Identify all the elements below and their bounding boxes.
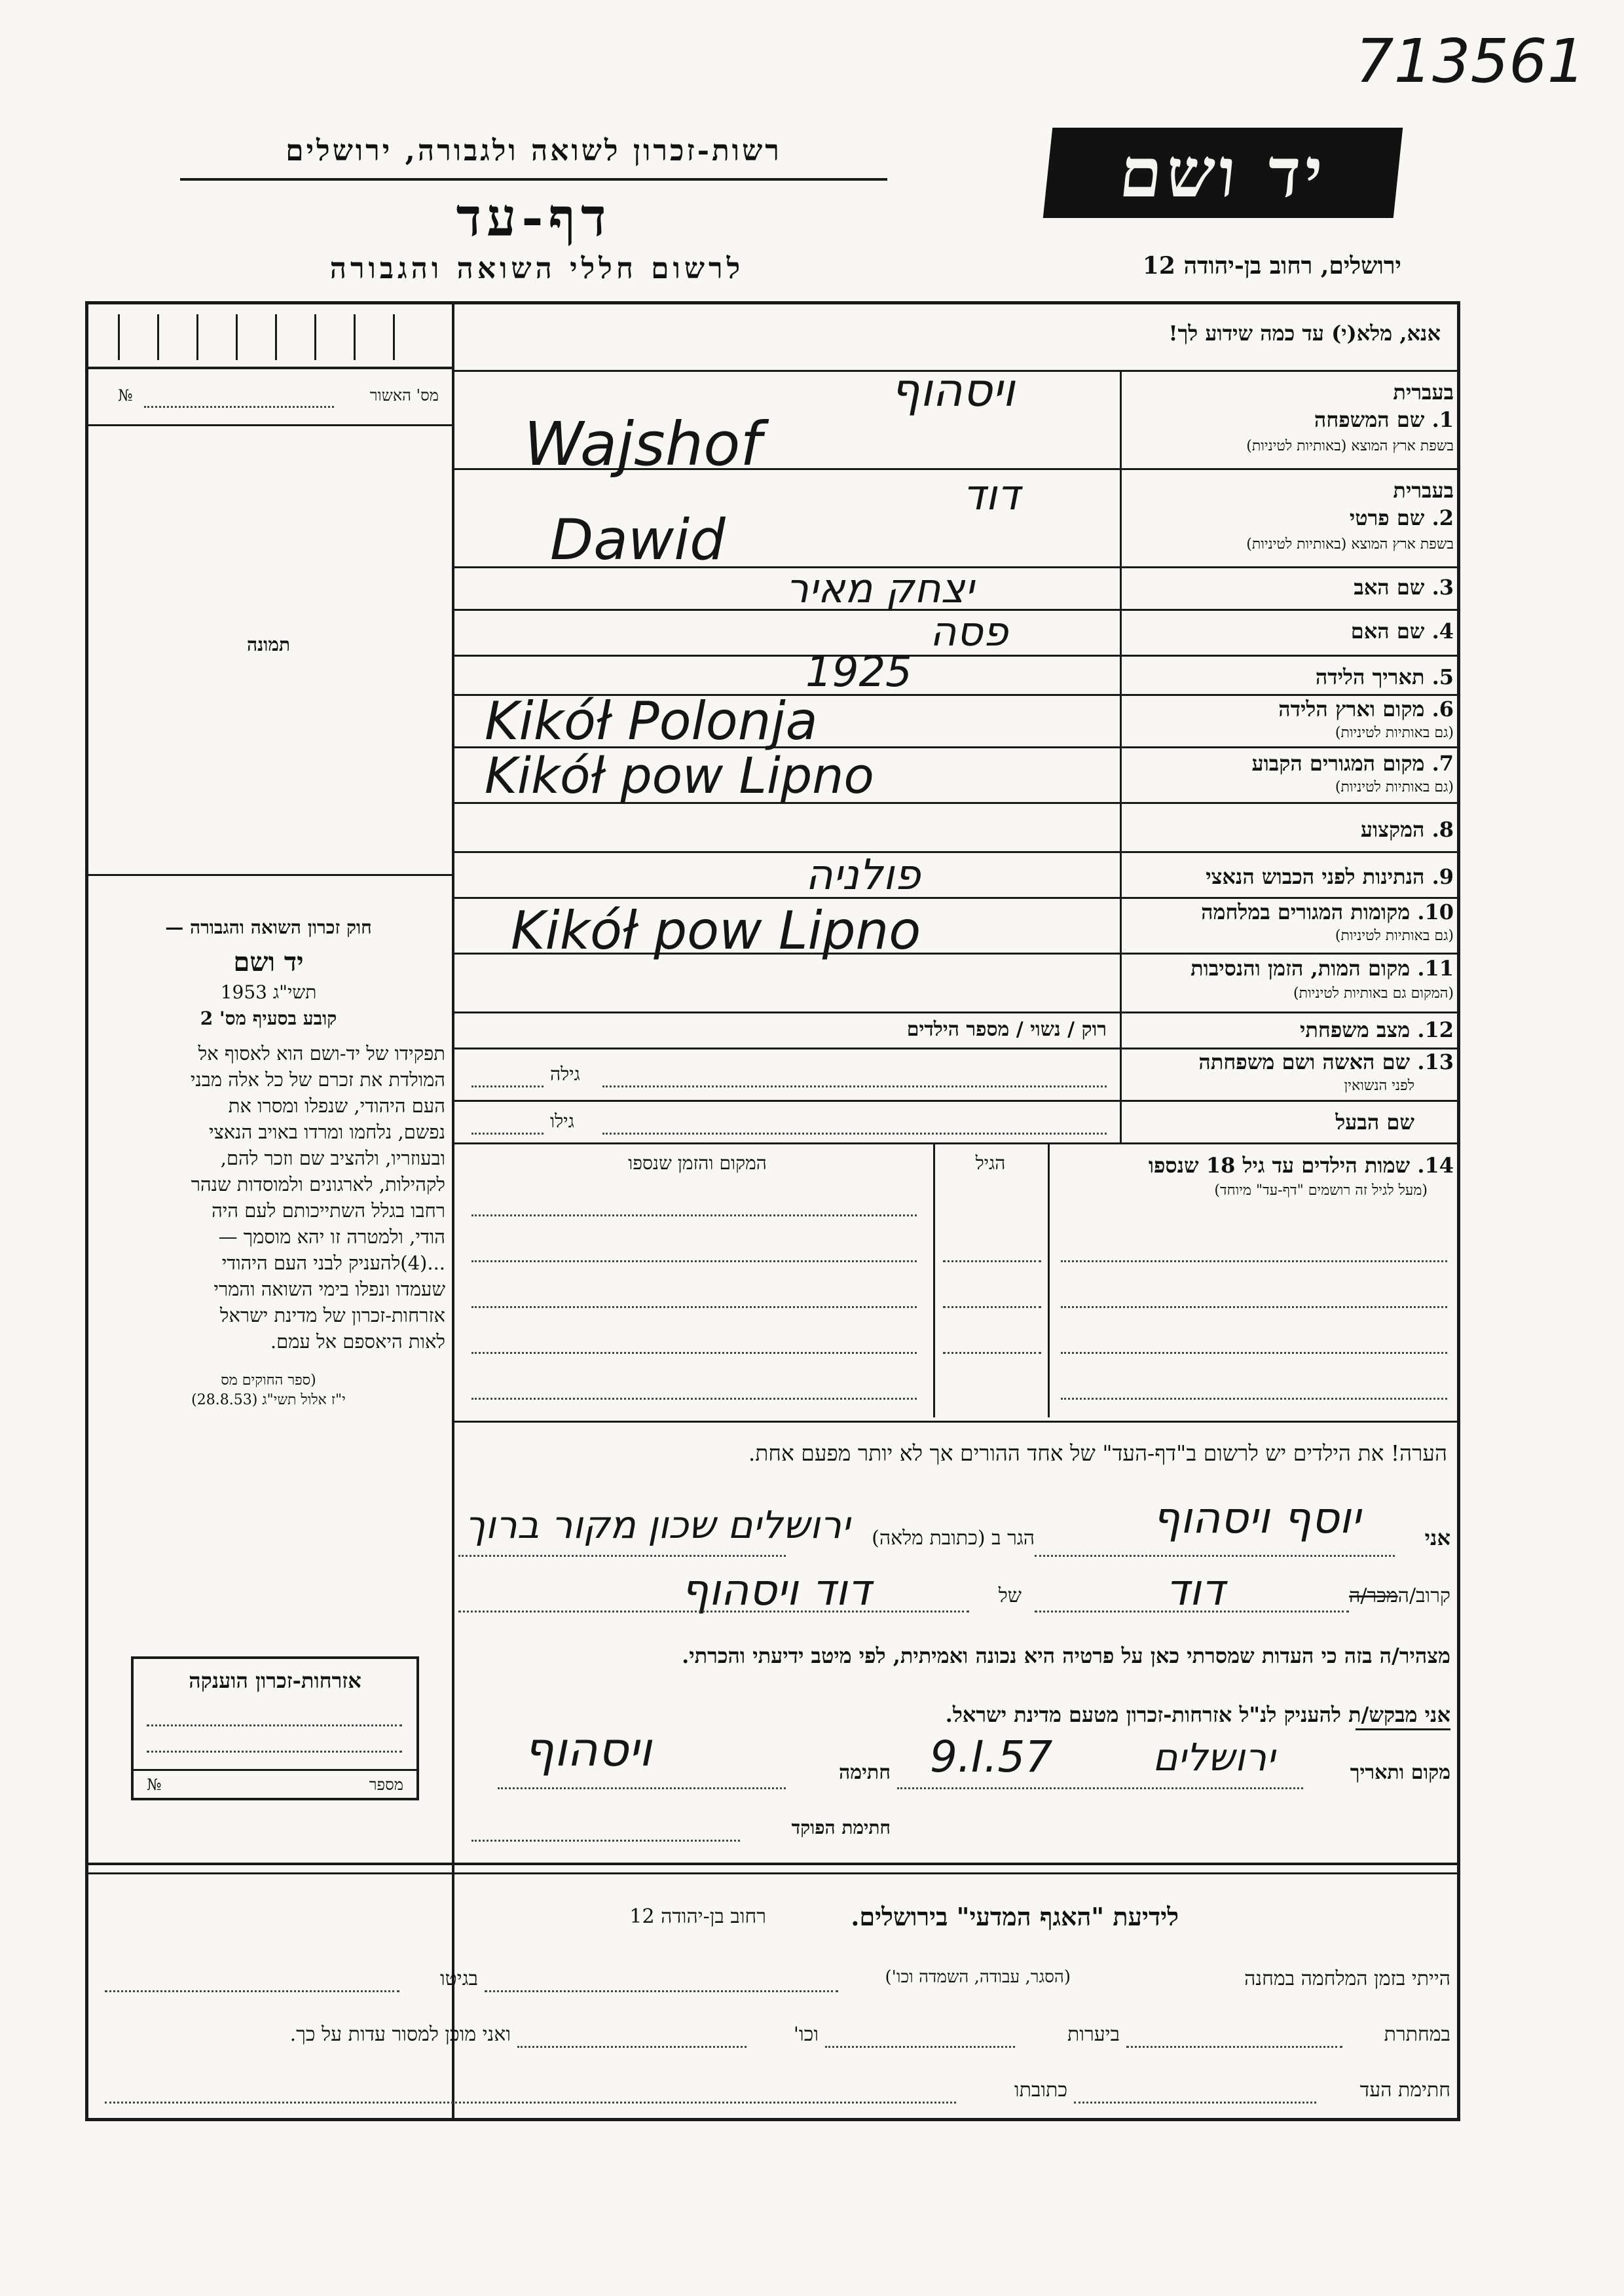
signature-label: חתימה [839, 1761, 891, 1784]
children-header [1054, 1149, 1454, 1214]
law-line: המולדת את זכרם של כל אלה מבני [190, 1068, 445, 1091]
law-line: תפקידו של יד-ושם הוא לאסוף אל [198, 1042, 445, 1065]
father-name-value: יצחק מאיר [786, 564, 974, 612]
code-boxes [105, 308, 399, 363]
footer-line3-a: חתימת העד [1359, 2079, 1450, 2102]
approval-label: מס' האשור [369, 386, 439, 405]
authority-title: רשות-זכרון לשואה ולגבורה, ירושלים [286, 134, 782, 168]
field-sub: (גם באותיות לטיניות) [1335, 779, 1454, 795]
field-first-name [1123, 478, 1454, 566]
approval-number [98, 386, 439, 412]
field-label: 11. מקום המות, הזמן והנסיבות [1190, 956, 1454, 981]
law-line: נפשם, נלחמו ומרדו באויב הנאצי [208, 1121, 445, 1143]
wife-age-label: גילה [550, 1063, 580, 1085]
field-sub: בשפת ארץ המוצא (באותיות לטיניות) [1246, 438, 1454, 454]
field-label: 1. שם המשפחה [1314, 407, 1454, 432]
law-date: י"ז אלול תשי"ג (28.8.53) [191, 1392, 346, 1408]
law-text [92, 1040, 445, 1355]
request-text: אני מבקש/ת להעניק לנ"ל אזרחות-זכרון מטעם מדינת ישראל. [945, 1702, 1450, 1727]
citizenship-box [131, 1656, 419, 1800]
mother-name-value: פסה [930, 608, 1008, 655]
field-sub: לפני הנשואין [1344, 1078, 1414, 1094]
law-line: הודי, ולמטרה זו יהא מוסמך — [218, 1226, 445, 1248]
yad-vashem-logo [1043, 128, 1403, 218]
form-subtitle: לרשום חללי השואה והגבורה [329, 252, 745, 285]
resides-label: הגר ב (כתובת מלאה) [872, 1527, 1035, 1550]
footer-line1-a: הייתי בזמן המלחמה במחנה [1244, 1967, 1450, 1990]
field-sub: (גם באותיות לטיניות) [1335, 725, 1454, 741]
field-citizenship [1123, 858, 1454, 894]
field-marital-status [1123, 1016, 1454, 1046]
logo-text: יד ושם [1115, 132, 1331, 213]
field-label: 2. שם פרטי [1349, 505, 1454, 530]
field-label: 10. מקומות המגורים במלחמה [1201, 900, 1454, 924]
field-birth-place [1123, 695, 1454, 746]
relation-value: דוד [1166, 1565, 1225, 1615]
approval-no: № [118, 386, 133, 405]
law-year: תשי"ג 1953 [220, 981, 317, 1003]
declarant-name: יוסף ויסהוף [1153, 1493, 1361, 1543]
birth-place-value: Kikół Polonja [485, 691, 818, 752]
footer-line1-b: (הסגר, עבודה, השמדה וכו') [885, 1967, 1071, 1987]
declarant-address: ירושלים שכון מקור ברוך [465, 1503, 851, 1547]
first-name-hebrew: דוד [963, 471, 1020, 520]
children-age-header: הגיל [975, 1152, 1006, 1174]
children-sub: (מעל לגיל זה רושמים "דף-עד" מיוחד) [1214, 1182, 1428, 1199]
law-line: שעמדו ונפלו בימי השואה והמרי [213, 1278, 445, 1300]
citizenship-value: פולניה [805, 851, 921, 900]
relative-label: קרוב/המכר/ה [1349, 1584, 1450, 1607]
field-label: 12. מצב משפחתי [1300, 1017, 1454, 1042]
husband-age-row [458, 1106, 1113, 1139]
signature-value: ויסהוף [524, 1722, 652, 1777]
field-label: 8. המקצוע [1360, 817, 1454, 842]
law-source: (ספר החוקים מס [221, 1372, 316, 1389]
footer-title: לידיעת "האגף המדעי" בירושלים. [851, 1902, 1179, 1931]
declarant-ani: אני [1424, 1525, 1450, 1550]
declaration-text: מצהיר/ה בזה כי העדות שמסרתי כאן על פרטיה היא נכונה ואמיתית, לפי מיטב ידיעתי והכרתי. [682, 1643, 1450, 1668]
wartime-residence-value: Kikół pow Lipno [511, 900, 921, 961]
footer-line2-c: וכו' [793, 2023, 819, 2046]
husband-age-label: גילו [550, 1110, 574, 1132]
children-place-header: המקום והזמן שנספו [628, 1152, 767, 1174]
field-sub: (המקום גם באותיות לטיניות) [1293, 985, 1454, 1002]
field-lang: בעברית [1393, 380, 1454, 405]
field-birth-date [1123, 658, 1454, 694]
field-label: 3. שם האב [1354, 575, 1454, 600]
field-mother-name [1123, 612, 1454, 651]
field-father-name [1123, 570, 1454, 606]
children-label: 14. שמות הילדים עד גיל 18 שנספו [1148, 1153, 1454, 1178]
law-line: רחבו בגלל השתייכותם לעם היה [212, 1199, 445, 1222]
birth-date-value: 1925 [805, 648, 912, 697]
citizenship-number-label: מספר [369, 1776, 403, 1794]
officer-label: חתימת הפוקד [791, 1817, 891, 1838]
law-name: יד ושם [233, 947, 304, 977]
law-clause: קובע בסעיף מס' 2 [200, 1008, 337, 1029]
field-sub: בשפת ארץ המוצא (באותיות לטיניות) [1246, 536, 1454, 553]
photo-label: תמונה [246, 634, 291, 655]
instruction: אנא, מלא(י) עד כמה שידוע לך! [1168, 321, 1441, 346]
note-text: הערה! את הילדים יש לרשום ב"דף-העד" של אחד ההורים אך לא יותר מפעם אחת. [748, 1440, 1447, 1466]
field-husband-name [1123, 1108, 1454, 1141]
law-line: לקהילות, לארגונים ולמוסדות שנהר [191, 1173, 445, 1195]
citizenship-no: № [147, 1776, 162, 1794]
place-value: ירושלים [1153, 1735, 1276, 1779]
first-name-latin: Dawid [550, 507, 726, 573]
field-profession [1123, 812, 1454, 848]
field-death-details [1123, 955, 1454, 1010]
citizenship-title: אזרחות-זכרון הוענקה [189, 1668, 361, 1693]
header-address: ירושלים, רחוב בן-יהודה 12 [1142, 252, 1401, 280]
field-wife-name [1123, 1049, 1454, 1099]
field-family-name [1123, 380, 1454, 468]
law-line: העם היהודי, שנפלו ומסרו את [228, 1095, 445, 1117]
of-label: של [998, 1584, 1022, 1607]
law-line: ...(4)להעניק לבני העם היהודי [221, 1252, 445, 1274]
field-sub: (גם באותיות לטיניות) [1335, 928, 1454, 944]
wife-age-row [458, 1054, 1113, 1093]
field-label: 4. שם האם [1350, 619, 1454, 644]
law-line: אזרחות-זכרון של מדינת ישראל [219, 1304, 445, 1326]
form-title: דף-עד [456, 187, 612, 248]
footer-address: רחוב בן-יהודה 12 [629, 1905, 766, 1928]
footer-line3-b: כתובתו [1014, 2079, 1067, 2102]
footer-line2-d: ואני מוכן למסור עדות על כך. [289, 2023, 511, 2046]
field-label: 7. מקום המגורים הקבוע [1251, 751, 1454, 776]
field-wartime-residence [1123, 898, 1454, 951]
law-block [92, 917, 445, 1408]
archive-number: 713561 [1356, 26, 1586, 96]
family-name-latin: Wajshof [524, 409, 762, 479]
field-lang: בעברית [1393, 478, 1454, 503]
date-value: 9.I.57 [930, 1732, 1053, 1782]
law-line: ובעוזריו, ולהציב שם וזכר להם, [220, 1147, 445, 1169]
field-label: 9. הנתינות לפני הכבוש הנאצי [1206, 864, 1454, 889]
marital-options: רוק / נשוי / מספר הילדים [906, 1018, 1107, 1041]
field-label: 6. מקום וארץ הלידה [1278, 697, 1454, 721]
place-date-label: מקום ותאריך [1350, 1761, 1450, 1784]
field-label: 5. תאריך הלידה [1315, 665, 1454, 689]
relation-name: דוד ויסהוף [681, 1565, 871, 1615]
permanent-residence-value: Kikół pow Lipno [485, 746, 874, 805]
footer-line2-a: במחתרת [1384, 2023, 1450, 2046]
field-label: שם הבעל [1335, 1110, 1414, 1135]
law-title: חוק זכרון השואה והגבורה — [165, 917, 372, 938]
law-line: לאות היאספם אל עמם. [270, 1330, 445, 1353]
field-permanent-residence [1123, 750, 1454, 801]
field-label: 13. שם האשה ושם משפחתה [1198, 1049, 1454, 1074]
footer-line2-b: ביערות [1067, 2023, 1120, 2046]
footer-line1-c: בגיטו [439, 1967, 478, 1990]
family-name-hebrew: ויסהוף [891, 363, 1015, 417]
